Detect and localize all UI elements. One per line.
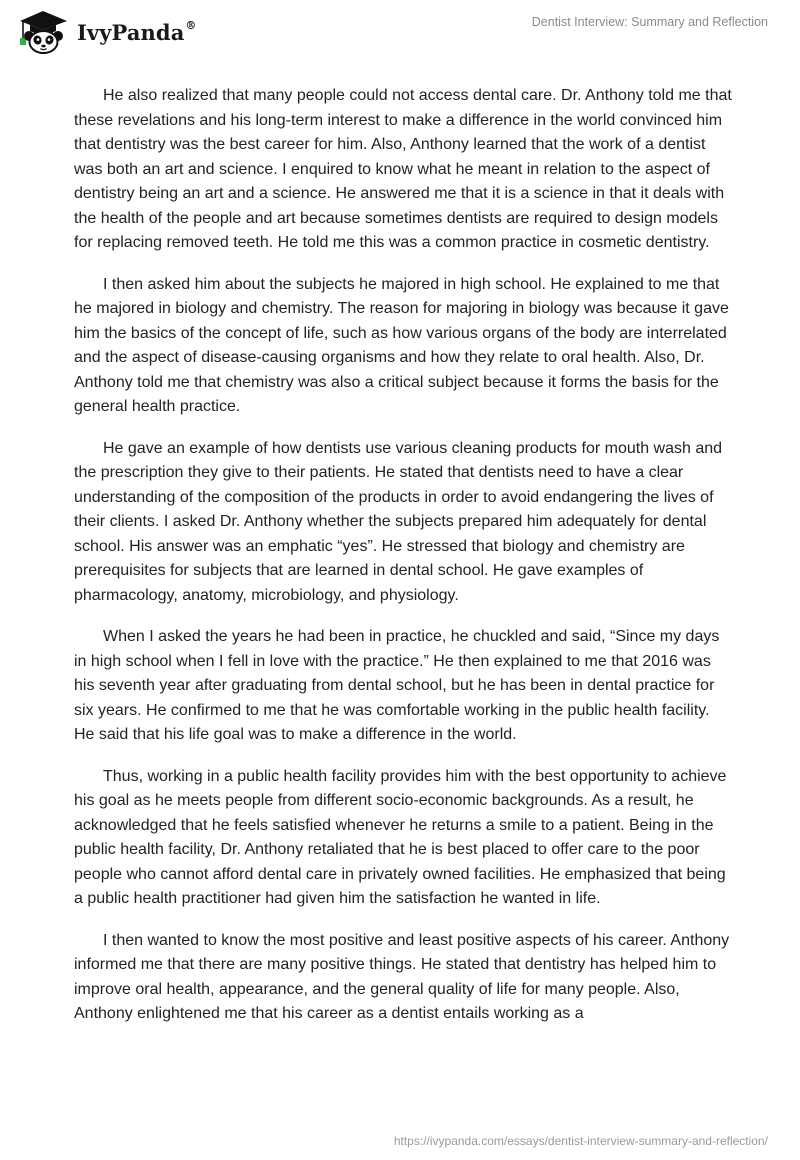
paragraph: He gave an example of how dentists use various cleaning products for mouth wash and the prescription they give to their patients. He stated that dentists need to have a clear understanding of the composition of the products in order to avoid endangering the lives of their clients. I asked Dr. Anthony whether the subjects prepared him adequately for dental school. His answer was an emphatic “yes”. He stressed that biology and chemistry are prerequisites for subjects that are learned in dental school. He gave examples of pharmacology, anatomy, microbiology, and physiology. bbox=[74, 439, 723, 604]
panda-logo-icon bbox=[16, 6, 72, 56]
paragraph: He also realized that many people could not access dental care. Dr. Anthony told me that these revelations and his long-term interest to make a difference in the world convinced him that dentistry was the best career for him. Also, Anthony learned that the work of a dentist was both an art and science. I enquired to know what he meant in relation to the aspect of dentistry being an art and a science. He answered me that it is a science in that it deals with the health of the people and art because sometimes dentists are required to design models for replacing removed teeth. He told me this was a common practice in cosmetic dentistry. bbox=[74, 87, 732, 251]
source-url-link[interactable]: https://ivypanda.com/essays/dentist-interview-summary-and-reflection/ bbox=[393, 1134, 768, 1148]
paragraph: When I asked the years he had been in practice, he chuckled and said, “Since my days in high school when I fell in love with the practice.” He then explained to me that 2016 was his seventh year after graduating from dental school, but he has been in dental practice for six years. He confirmed to me that he was comfortable working in the public health facility. He said that his life goal was to make a difference in the world. bbox=[74, 628, 720, 743]
paragraph: I then asked him about the subjects he majored in high school. He explained to me that he majored in biology and chemistry. The reason for majoring in biology was because it gave him the basics of the concept of life, such as how various organs of the body are interrelated and the aspect of disease-causing organisms and how they relate to oral health. Also, Dr. Anthony told me that chemistry was also a critical subject because it forms the basis for the general health practice. bbox=[74, 275, 729, 415]
document-title: Dentist Interview: Summary and Reflection bbox=[531, 15, 768, 29]
page-header bbox=[0, 0, 800, 60]
ivypanda-logo[interactable] bbox=[16, 6, 197, 56]
registered-mark: ® bbox=[185, 18, 197, 32]
brand-name: IvyPanda® bbox=[77, 18, 197, 45]
paragraph: Thus, working in a public health facility provides him with the best opportunity to achieve his goal as he meets people from different socio-economic backgrounds. As a result, he acknowledged that he feels satisfied whenever he returns a smile to a patient. Being in the public health facility, Dr. Anthony retaliated that he is best placed to offer care to the poor people who cannot afford dental care in privately owned facilities. He emphasized that being a public health practitioner had given him the satisfaction he wanted in life. bbox=[74, 767, 727, 907]
paragraph: I then wanted to know the most positive and least positive aspects of his career. Anthony informed me that there are many positive things. He stated that dentistry has helped him to improve oral health, appearance, and the general quality of life for many people. Also, Anthony enlightened me that his career as a dentist entails working as a bbox=[74, 931, 730, 1022]
essay-body bbox=[74, 84, 734, 1044]
